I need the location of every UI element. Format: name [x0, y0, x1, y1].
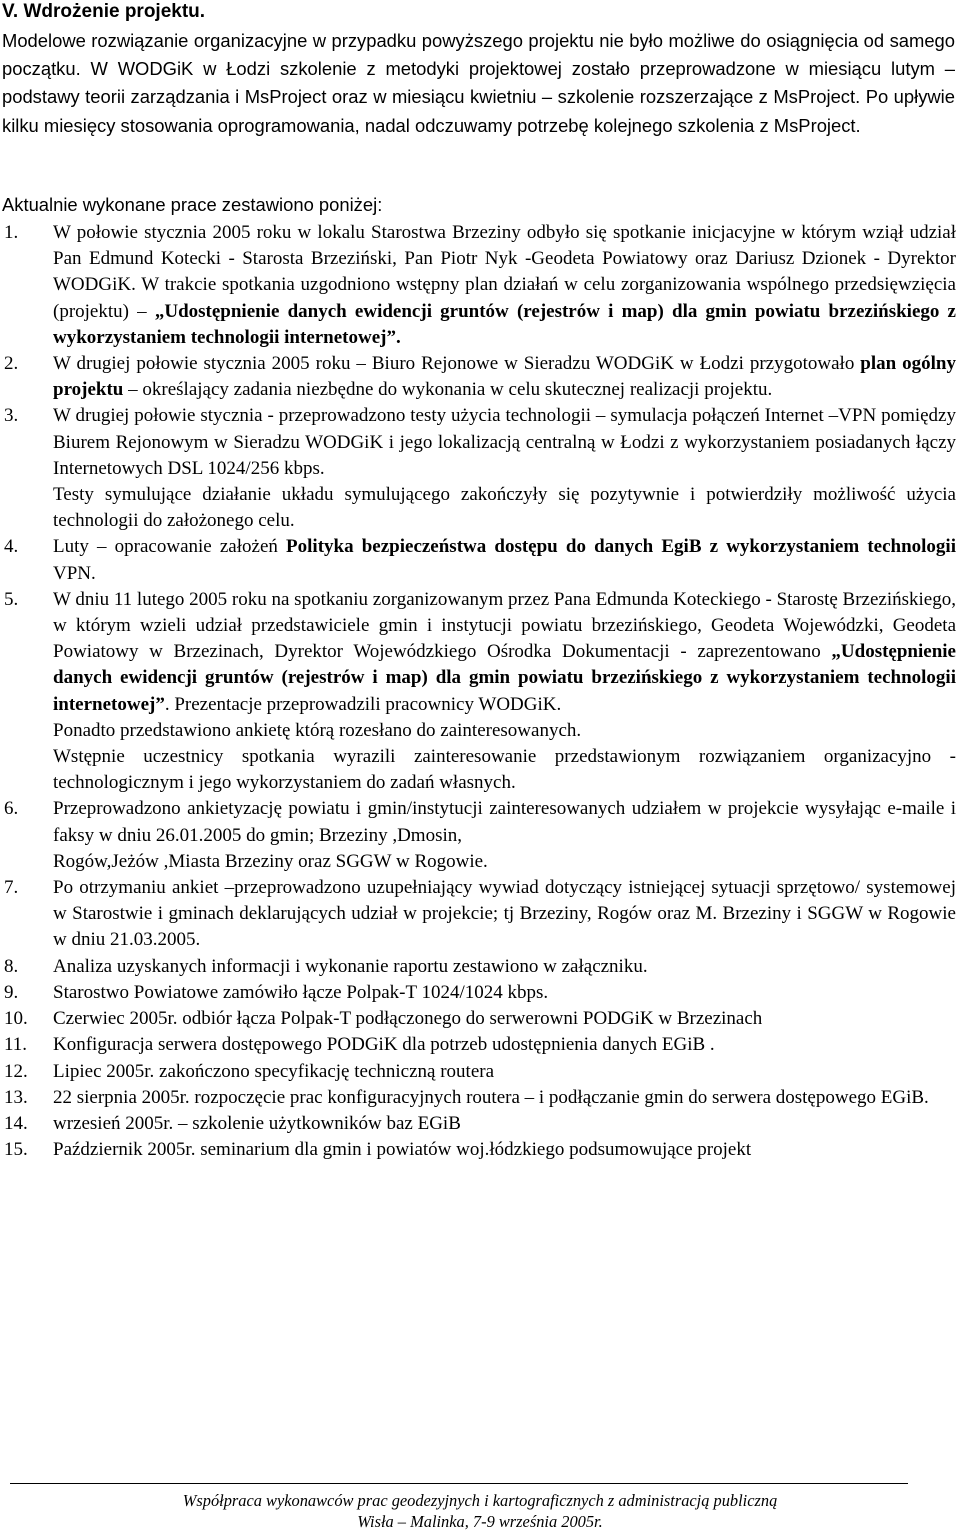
list-item — [0, 1006, 956, 1032]
item-text: Przeprowadzono ankietyzację powiatu i gmin/instytucji zainteresowanych udziałem w projekcie wysyłając e-maile i faksy w dniu 26.01.2005 do gmin; Brzeziny ,Dmosin, — [53, 798, 956, 846]
item-text: Starostwo Powiatowe zamówiło łącze Polpak-T 1024/1024 kbps. — [53, 981, 549, 1003]
list-item — [0, 403, 956, 534]
project-plan-bold: plan ogólny projektu — [53, 353, 956, 401]
item-number: 5. — [4, 588, 19, 610]
item-number: 1. — [4, 222, 19, 243]
project-title-bold: „Udostępnienie danych ewidencji gruntów (rejestrów i map) dla gmin powiatu brzezińskiego z wykorzystaniem technologii internetowej”. — [53, 300, 956, 348]
list-item — [0, 1137, 956, 1163]
item-text: W dniu 11 lutego 2005 roku na spotkaniu zorganizowanym przez Pana Edmunda Koteckiego - Starostę Brzezińskiego, w którym wzieli udział przedstawiciele gmin i instytucji powiatu brzezińskiego, Geodeta Wojewódzki, Geodeta Powiatowy w Brzezinach, Dyrektor Wojewódzkiego Ośrodka Dokumentacji - zaprezentowano „Udostępnienie danych ewidencji gruntów (rejestrów i map) dla gmin powiatu brzezińskiego z wykorzystaniem technologii internetowej”. Prezentacje przeprowadzili pracownicy WODGiK. — [53, 588, 956, 715]
item-number: 12. — [4, 1060, 28, 1082]
item-number: 3. — [4, 405, 19, 427]
item-number: 8. — [4, 955, 19, 977]
footer-divider — [10, 1483, 908, 1484]
list-item — [0, 980, 956, 1006]
list-item — [0, 796, 956, 875]
list-item — [0, 1111, 956, 1137]
item-number: 2. — [4, 353, 19, 375]
item-number: 10. — [4, 1008, 28, 1030]
item-number: 15. — [4, 1139, 28, 1161]
project-title-bold: „Udostępnienie danych ewidencji gruntów (rejestrów i map) dla gmin powiatu brzezińskiego z wykorzystaniem technologii internetowej” — [53, 641, 956, 715]
item-number: 14. — [4, 1112, 28, 1134]
list-item — [0, 534, 956, 586]
item-text: wrzesień 2005r. – szkolenie użytkowników baz EGiB — [53, 1112, 461, 1134]
item-text: 22 sierpnia 2005r. rozpoczęcie prac konfiguracyjnych routera – i podłączanie gmin do serwera dostępowego EGiB. — [53, 1086, 929, 1108]
list-item — [0, 220, 956, 351]
item-text: Konfiguracja serwera dostępowego PODGiK dla potrzeb udostępnienia danych EGiB . — [53, 1034, 715, 1056]
page-footer — [0, 1490, 960, 1532]
footer-place-date: Wisła – Malinka, 7-9 września 2005r. — [357, 1512, 603, 1531]
item-text: Luty – opracowanie założeń Polityka bezpieczeństwa dostępu do danych EgiB z wykorzystaniem technologii VPN. — [53, 536, 956, 584]
item-text: Lipiec 2005r. zakończono specyfikację techniczną routera — [53, 1060, 495, 1082]
item-text: W drugiej połowie stycznia 2005 roku – Biuro Rejonowe w Sieradzu WODGiK w Łodzi przygotowało plan ogólny projektu – określający zadania niezbędne do wykonania w celu skutecznej realizacji projektu. — [53, 353, 956, 401]
list-item — [0, 954, 956, 980]
section-heading: V. Wdrożenie projektu. — [2, 1, 206, 22]
item-text: Czerwiec 2005r. odbiór łącza Polpak-T podłączonego do serwerowni PODGiK w Brzezinach — [53, 1008, 763, 1030]
item-text: Rogów,Jeżów ,Miasta Brzeziny oraz SGGW w Rogowie. — [53, 850, 488, 872]
security-policy-bold: Polityka bezpieczeństwa dostępu do danych EgiB z wykorzystaniem technologii — [286, 536, 956, 558]
work-summary-lead: Aktualnie wykonane prace zestawiono poniżej: — [2, 194, 383, 215]
intro-paragraph: Modelowe rozwiązanie organizacyjne w przypadku powyższego projektu nie było możliwe do osiągnięcia od samego początku. W WODGiK w Łodzi szkolenie z metodyki projektowej zostało przeprowadzone w miesiącu lutym – podstawy teorii zarządzania i MsProject oraz w miesiącu kwietniu – szkolenie rozszerzające z MsProject. Po upływie kilku miesięcy stosowania oprogramowania, nadal odczuwamy potrzebę kolejnego szkolenia z MsProject. — [2, 30, 955, 136]
list-item — [0, 1085, 956, 1111]
item-text: Ponadto przedstawiono ankietę którą rozesłano do zainteresowanych. — [53, 719, 582, 741]
item-number: 7. — [4, 877, 19, 899]
item-text: Wstępnie uczestnicy spotkania wyrazili zainteresowanie przedstawionym rozwiązaniem organizacyjno - technologicznym i jego wykorzystaniem do zadań własnych. — [53, 746, 956, 794]
list-item — [0, 1059, 956, 1085]
list-item — [0, 875, 956, 954]
list-item — [0, 587, 956, 797]
item-text: Analiza uzyskanych informacji i wykonanie raportu zestawiono w załączniku. — [53, 955, 648, 977]
item-number: 9. — [4, 981, 19, 1003]
item-number: 11. — [4, 1034, 28, 1056]
list-item — [0, 351, 956, 403]
task-list — [0, 220, 956, 1163]
item-text: Październik 2005r. seminarium dla gmin i powiatów woj.łódzkiego podsumowujące projekt — [53, 1139, 752, 1161]
item-text: W drugiej połowie stycznia - przeprowadzono testy użycia technologii – symulacja połączeń Internet –VPN pomiędzy Biurem Rejonowym w Sieradzu WODGiK i jego lokalizacją centralną w Łodzi z wykorzystaniem posiadanych łączy Internetowych DSL 1024/256 kbps. — [53, 405, 956, 479]
item-number: 4. — [4, 536, 19, 558]
list-item — [0, 1032, 956, 1058]
item-number: 6. — [4, 798, 19, 820]
item-text: Po otrzymaniu ankiet –przeprowadzono uzupełniający wywiad dotyczący istniejącej sytuacji sprzętowo/ systemowej w Starostwie i gminach deklarujących udział w projekcie; tj Brzeziny, Rogów oraz M. Brzeziny i SGGW w Rogowie w dniu 21.03.2005. — [53, 877, 956, 951]
item-number: 13. — [4, 1086, 28, 1108]
footer-conference-title: Współpraca wykonawców prac geodezyjnych i kartograficznych z administracją publiczną — [182, 1491, 778, 1510]
item-text: Testy symulujące działanie układu symulującego zakończyły się pozytywnie i potwierdziły możliwość użycia technologii do założonego celu. — [53, 484, 956, 532]
item-text: W połowie stycznia 2005 roku w lokalu Starostwa Brzeziny odbyło się spotkanie inicjacyjne w którym wziął udział Pan Edmund Kotecki - Starosta Brzeziński, Pan Piotr Nyk -Geodeta Powiatowy oraz Dariusz Dzionek - Dyrektor WODGiK. W trakcie spotkania uzgodniono wstępny plan działań w celu zorganizowania wspólnego przedsięwzięcia (projektu) – „Udostępnienie danych ewidencji gruntów (rejestrów i map) dla gmin powiatu brzezińskiego z wykorzystaniem technologii internetowej”. — [53, 222, 956, 348]
